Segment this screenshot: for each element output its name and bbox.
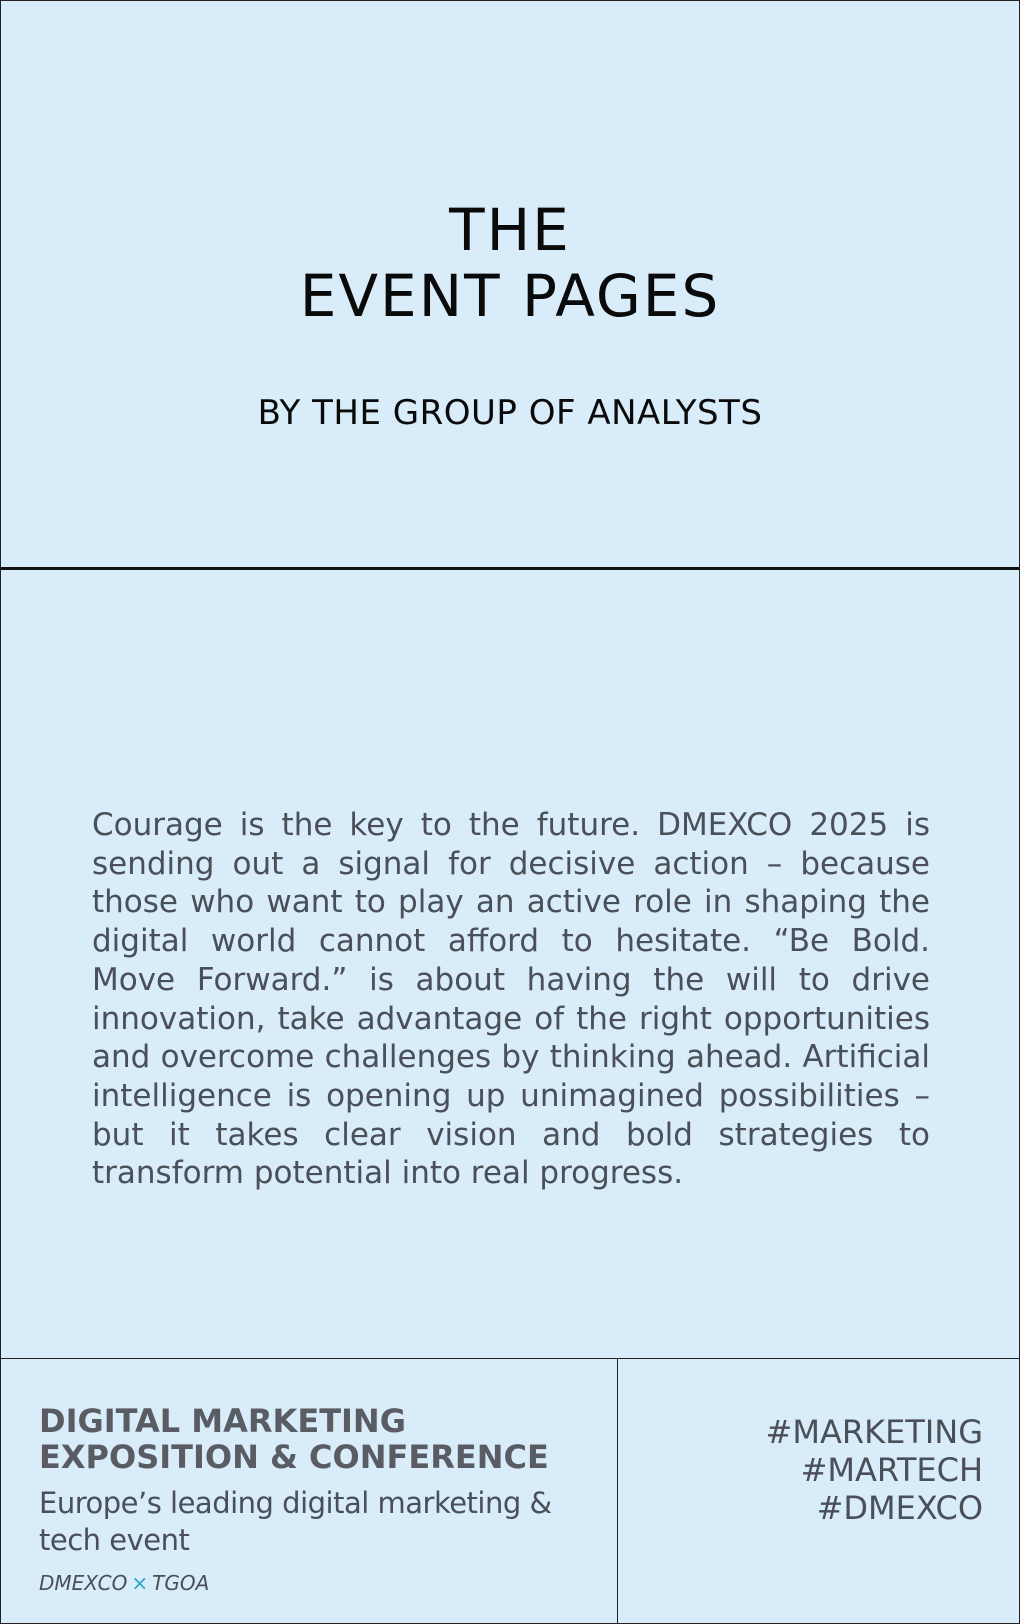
brand-credit <box>39 1571 209 1595</box>
page-title <box>1 197 1019 329</box>
intro-paragraph: Courage is the key to the future. DMEXCO 2025 is sending out a signal for decisive action – because those who want to play an active role in shaping the digital world cannot afford to hesitate. “Be Bold. Move Forward.” is about having the will to drive innovation, take advantage of the right opportunities and overcome challenges by thinking ahead. Artificial intelligence is opening up unimagined possibilities – but it takes clear vision and bold strategies to transform potential into real progress. <box>92 807 930 1192</box>
brand-tgoa: TGOA <box>152 1571 210 1595</box>
footer-right-panel <box>618 1359 1019 1624</box>
hashtag-dmexco: #DMEXCO <box>816 1489 983 1527</box>
expo-title-line-2: EXPOSITION & CONFERENCE <box>39 1438 549 1476</box>
byline: BY THE GROUP OF ANALYSTS <box>257 393 763 433</box>
brand-separator: × <box>131 1571 149 1595</box>
title-line-2: EVENT PAGES <box>299 262 721 330</box>
footer-left-panel <box>1 1359 618 1624</box>
hashtag-marketing: #MARKETING <box>765 1413 983 1451</box>
page-footer <box>1 1358 1019 1624</box>
hashtag-list <box>766 1413 983 1527</box>
expo-title <box>39 1403 609 1475</box>
title-line-1: THE <box>449 196 571 264</box>
hashtag-martech: #MARTECH <box>800 1451 983 1489</box>
page-header <box>1 1 1019 570</box>
event-tagline: Europe’s leading digital marketing & tech event <box>39 1486 552 1557</box>
expo-title-line-1: DIGITAL MARKETING <box>39 1402 406 1440</box>
brand-dmexco: DMEXCO <box>39 1571 128 1595</box>
